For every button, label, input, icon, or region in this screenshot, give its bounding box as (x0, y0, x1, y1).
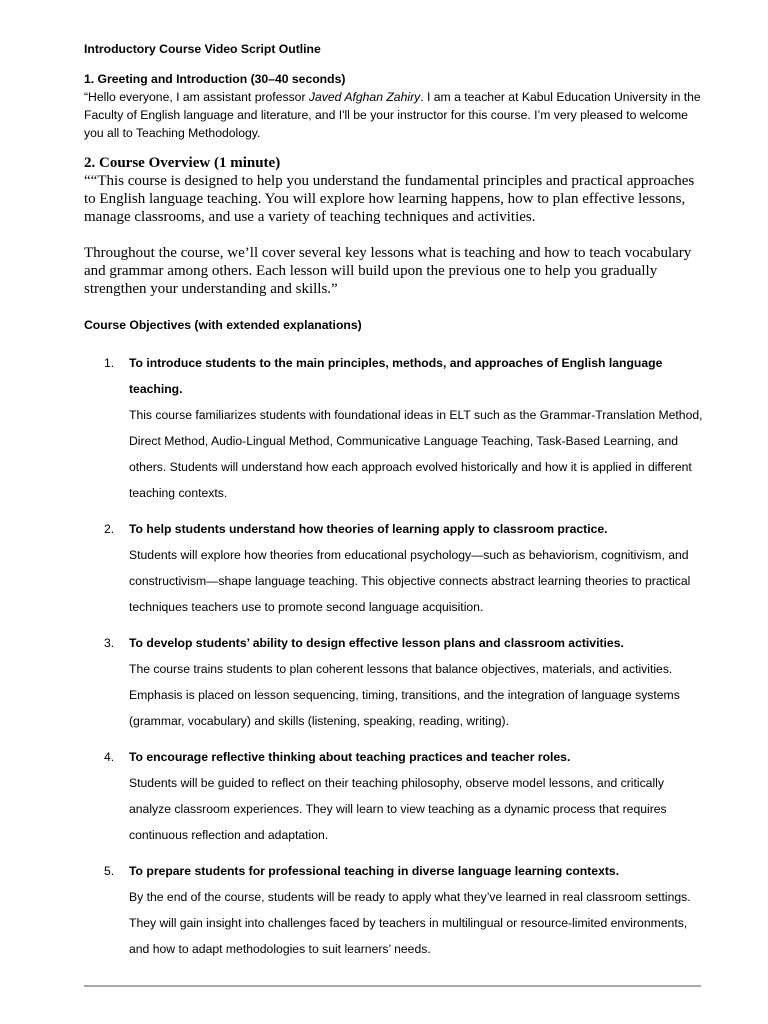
objective-title: To introduce students to the main principles, methods, and approaches of English language teaching. (129, 356, 663, 396)
objective-title: To develop students’ ability to design effective lesson plans and classroom activities. (129, 636, 624, 650)
objective-text: Students will be guided to reflect on their teaching philosophy, observe model lessons, and critically analyze classroom experiences. They will learn to view teaching as a dynamic process that requires continuous reflection and adaptation. (129, 776, 667, 842)
instructor-name: Javed Afghan Zahiry (308, 90, 421, 104)
objective-title: To help students understand how theories of learning apply to classroom practice. (129, 522, 608, 536)
section-overview-heading: 2. Course Overview (1 minute) (84, 155, 281, 171)
objective-number: 1. (104, 356, 115, 370)
document-page (84, 40, 704, 972)
objective-item (84, 516, 704, 620)
greeting-text-start: “Hello everyone, I am assistant professor (84, 90, 309, 104)
footer-divider (84, 985, 701, 987)
objective-text: The course trains students to plan coherent lessons that balance objectives, materials, and activities. Emphasis is placed on lesson sequencing, timing, transitions, and the integration of language systems (grammar, vocabulary) and skills (listening, speaking, reading, writing). (129, 662, 680, 728)
objective-text: This course familiarizes students with foundational ideas in ELT such as the Grammar-Translation Method, Direct Method, Audio-Lingual Method, Communicative Language Teaching, Task-Based Learning, and others. Students will understand how each approach evolved historically and how it is applied in different teaching contexts. (129, 408, 703, 500)
objective-number: 2. (104, 522, 115, 536)
objective-number: 5. (104, 864, 115, 878)
overview-paragraph-1: ““This course is designed to help you understand the fundamental principles and practical approaches to English language teaching. You will explore how learning happens, how to plan effective lessons, manage classrooms, and use a variety of teaching techniques and activities. (84, 173, 695, 225)
objective-item (84, 350, 704, 506)
objectives-heading: Course Objectives (with extended explanations) (84, 318, 362, 332)
objective-text: By the end of the course, students will be ready to apply what they’ve learned in real classroom settings. They will gain insight into challenges faced by teachers in multilingual or resource-limited environments, and how to adapt methodologies to suit learners’ needs. (129, 890, 691, 956)
objective-number: 3. (104, 636, 115, 650)
overview-paragraph-2: Throughout the course, we’ll cover several key lessons what is teaching and how to teach vocabulary and grammar among others. Each lesson will build upon the previous one to help you gradually strengthen your understanding and skills.” (84, 245, 692, 297)
section-greeting-text (84, 88, 704, 142)
objectives-list (84, 350, 704, 962)
objective-title: To prepare students for professional teaching in diverse language learning contexts. (129, 864, 620, 878)
objective-title: To encourage reflective thinking about teaching practices and teacher roles. (129, 750, 571, 764)
greeting-text-end: . I am a teacher at Kabul Education University in the Faculty of English language and literature, and I'll be your instructor for this course. I’m very pleased to welcome you all to Teaching Methodology. (84, 90, 701, 140)
document-title: Introductory Course Video Script Outline (84, 42, 321, 56)
objective-text: Students will explore how theories from educational psychology—such as behaviorism, cognitivism, and constructivism—shape language teaching. This objective connects abstract learning theories to practical techniques teachers use to promote second language acquisition. (129, 548, 691, 614)
objective-item (84, 744, 704, 848)
objective-number: 4. (104, 750, 115, 764)
objective-item (84, 858, 704, 962)
section-greeting-heading: 1. Greeting and Introduction (30–40 seconds) (84, 72, 346, 86)
objective-item (84, 630, 704, 734)
